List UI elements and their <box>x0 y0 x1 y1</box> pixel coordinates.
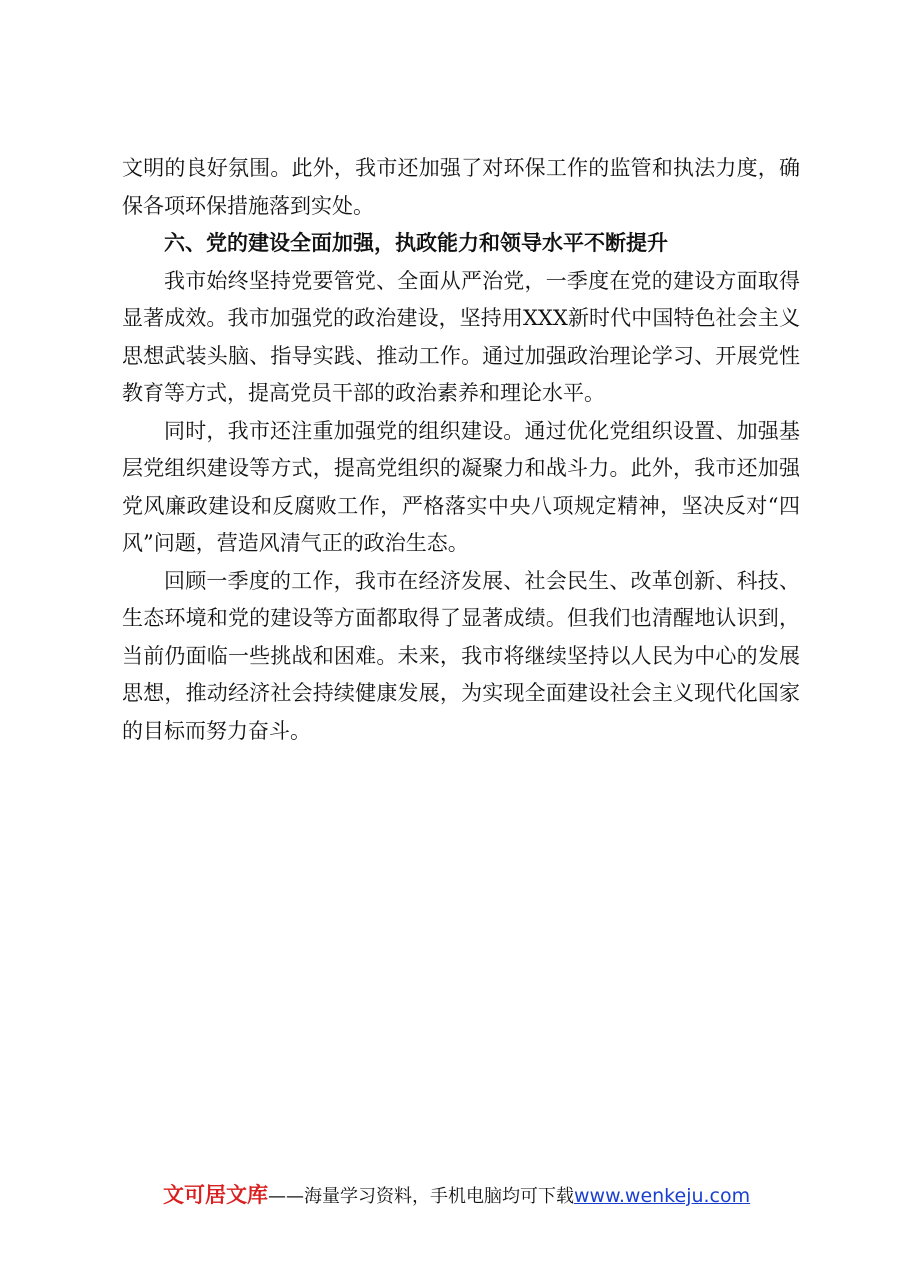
footer-link[interactable]: www.wenkeju.com <box>574 1185 751 1207</box>
paragraph-continuation: 文明的良好氛围。此外，我市还加强了对环保工作的监管和执法力度，确保各项环保措施落到实处。 <box>122 156 800 218</box>
paragraph-organization: 同时，我市还注重加强党的组织建设。通过优化党组织设置、加强基层党组织建设等方式，提高党组织的凝聚力和战斗力。此外，我市还加强党风廉政建设和反腐败工作，严格落实中央八项规定精神，坚决反对“四风”问题，营造风清气正的政治生态。 <box>122 418 800 555</box>
footer-banner <box>163 1180 750 1212</box>
footer-brand: 文可居文库 <box>163 1183 268 1207</box>
paragraph-party-building: 我市始终坚持党要管党、全面从严治党，一季度在党的建设方面取得显著成效。我市加强党的政治建设，坚持用XXX新时代中国特色社会主义思想武装头脑、指导实践、推动工作。通过加强政治理论学习、开展党性教育等方式，提高党员干部的政治素养和理论水平。 <box>122 268 800 405</box>
paragraph-summary: 回顾一季度的工作，我市在经济发展、社会民生、改革创新、科技、生态环境和党的建设等方面都取得了显著成绩。但我们也清醒地认识到，当前仍面临一些挑战和困难。未来，我市将继续坚持以人民为中心的发展思想，推动经济社会持续健康发展，为实现全面建设社会主义现代化国家的目标而努力奋斗。 <box>122 568 800 743</box>
footer-tagline: ——海量学习资料，手机电脑均可下载 <box>268 1186 574 1207</box>
document-body <box>122 150 800 750</box>
section-heading: 六、党的建设全面加强，执政能力和领导水平不断提升 <box>164 231 668 255</box>
